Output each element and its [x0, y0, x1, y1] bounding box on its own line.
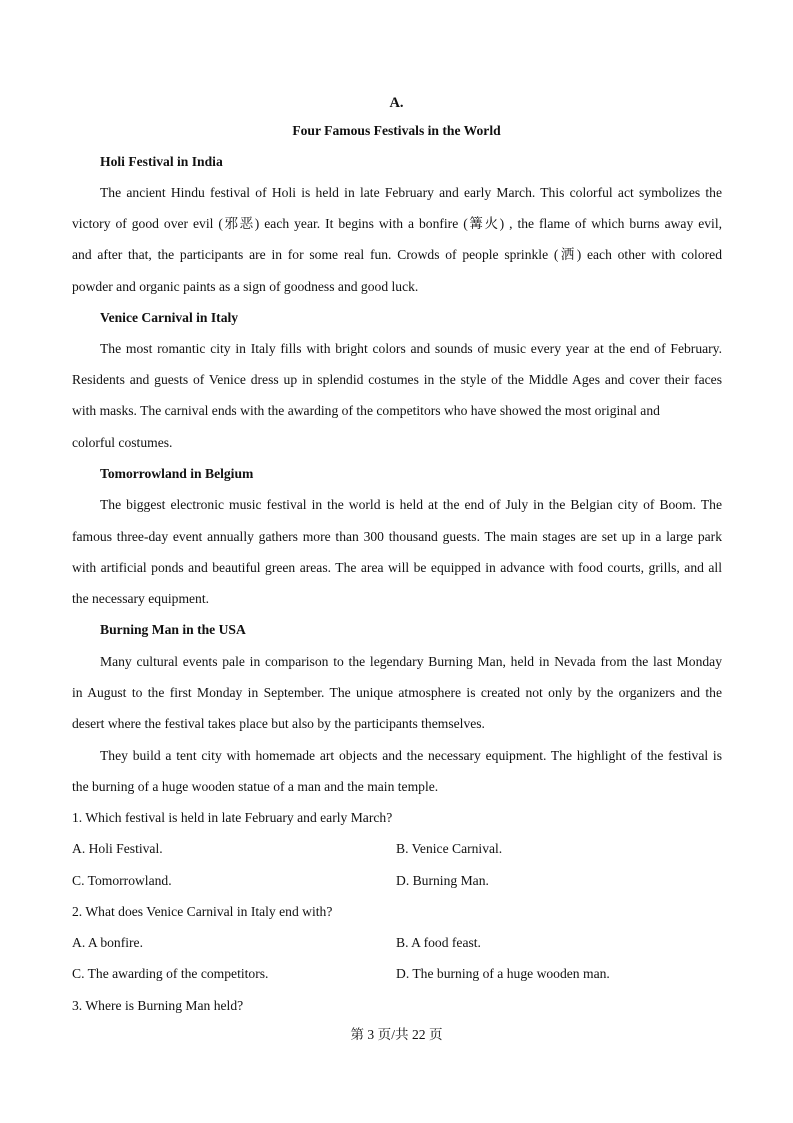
answer-option: B. A food feast.: [396, 935, 481, 950]
answer-option: A. Holi Festival.: [72, 841, 163, 856]
answer-option: B. Venice Carnival.: [396, 841, 503, 856]
paragraph-line: colorful costumes.: [72, 435, 173, 450]
paragraph-line: They build a tent city with homemade art objects and the necessary equipment. The highlight of the festival is: [100, 748, 722, 763]
section-heading-venice: Venice Carnival in Italy: [100, 310, 239, 325]
paragraph-line: desert where the festival takes place but also by the participants themselves.: [72, 716, 485, 731]
paragraph-line: and after that, the participants are in for some real fun. Crowds of people sprinkle (洒) each other with colored: [72, 247, 722, 262]
answer-option: D. The burning of a huge wooden man.: [396, 966, 610, 981]
paragraph-line: Many cultural events pale in comparison to the legendary Burning Man, held in Nevada from the last Monday: [100, 654, 722, 669]
paragraph-line: powder and organic paints as a sign of goodness and good luck.: [72, 279, 419, 294]
question-text: 1. Which festival is held in late February and early March?: [72, 810, 393, 825]
question-text: 2. What does Venice Carnival in Italy end with?: [72, 904, 333, 919]
paragraph-line: The biggest electronic music festival in the world is held at the end of July in the Belgian city of Boom. The: [100, 497, 722, 512]
paragraph-line: in August to the first Monday in September. The unique atmosphere is created not only by the organizers and the: [72, 685, 722, 700]
answer-option: C. The awarding of the competitors.: [72, 966, 269, 981]
section-heading-tomorrowland: Tomorrowland in Belgium: [100, 466, 254, 481]
section-heading-holi: Holi Festival in India: [100, 154, 223, 169]
question-text: 3. Where is Burning Man held?: [72, 998, 244, 1013]
paragraph-line: with artificial ponds and beautiful green areas. The area will be equipped in advance with food courts, grills, and all: [72, 560, 722, 575]
paragraph-line: The most romantic city in Italy fills with bright colors and sounds of music every year at the end of February.: [100, 341, 722, 356]
section-heading-burning-man: Burning Man in the USA: [100, 622, 246, 637]
paragraph-line: the burning of a huge wooden statue of a man and the main temple.: [72, 779, 439, 794]
page-footer: 第 3 页/共 22 页: [350, 1027, 443, 1042]
paragraph-line: The ancient Hindu festival of Holi is held in late February and early March. This colorful act symbolizes the: [100, 185, 722, 200]
paragraph-line: famous three-day event annually gathers more than 300 thousand guests. The main stages are set up in a large park: [72, 529, 722, 544]
answer-option: D. Burning Man.: [396, 873, 489, 888]
paragraph-line: Residents and guests of Venice dress up in splendid costumes in the style of the Middle Ages and cover their faces: [72, 372, 722, 387]
answer-option: A. A bonfire.: [72, 935, 143, 950]
paragraph-line: the necessary equipment.: [72, 591, 210, 606]
paragraph-line: with masks. The carnival ends with the awarding of the competitors who have showed the most original and: [72, 403, 660, 418]
section-label: A.: [389, 95, 404, 111]
paragraph-line: victory of good over evil (邪恶) each year. It begins with a bonfire (篝火) , the flame of which burns away evil,: [72, 216, 722, 231]
passage-title: Four Famous Festivals in the World: [292, 123, 501, 138]
answer-option: C. Tomorrowland.: [72, 873, 172, 888]
